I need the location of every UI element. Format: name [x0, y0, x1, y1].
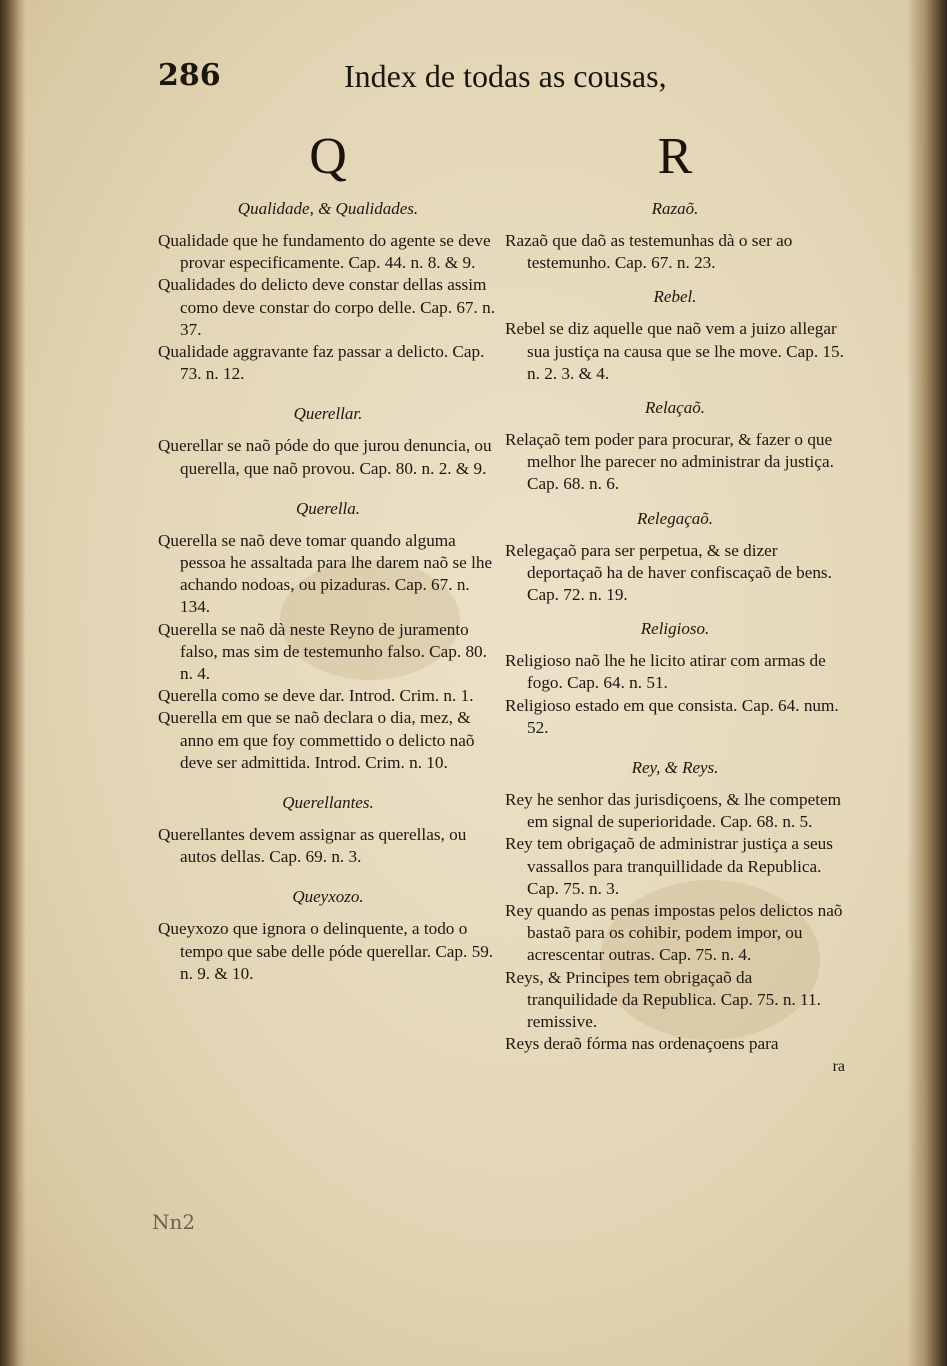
index-entry: Querella em que se naõ declara o dia, mez, & anno em que foy commettido o delicto naõ deve ser admittida. Introd. Crim. n. 10.: [158, 708, 475, 772]
index-entry: Rey tem obrigaçaõ de administrar justiça a seus vassallos para tranquillidade da Republica. Cap. 75. n. 3.: [505, 834, 833, 898]
entry-heading: Relaçaõ.: [645, 398, 705, 418]
index-entry: Querella se naõ deve tomar quando alguma pessoa he assaltada para lhe darem naõ se lhe achando nodoas, ou pizaduras. Cap. 67. n. 134.: [158, 530, 493, 617]
index-entry: Rey he senhor das jurisdiçoens, & lhe competem em signal de superioridade. Cap. 68. n. 5.: [505, 790, 842, 832]
entry-heading: Querellar.: [293, 404, 363, 424]
index-entry: Queyxozo que ignora o delinquente, a todo o tempo que sabe delle póde querellar. Cap. 59. n. 9. & 10.: [158, 919, 494, 983]
entry-heading: Rebel.: [653, 287, 697, 307]
entry-heading: Razaõ.: [651, 199, 699, 218]
index-entry: Reys, & Principes tem obrigaçaõ da tranquilidade da Republica. Cap. 75. n. 11. remissive.: [505, 967, 821, 1032]
entry-heading: Queyxozo.: [292, 887, 364, 907]
index-column-q: [158, 120, 498, 985]
index-entry: Querella como se deve dar. Introd. Crim. n. 1.: [158, 686, 474, 706]
index-entry: Reys deraõ fórma nas ordenaçoens para: [505, 1034, 779, 1054]
index-entry: Rey quando as penas impostas pelos delictos naõ bastaõ para os cohibir, podem impor, ou acrescentar outras. Cap. 75. n. 4.: [505, 901, 843, 965]
entry-heading: Relegaçaõ.: [637, 508, 713, 528]
index-entry: Razaõ que daõ as testemunhas dà o ser ao testemunho. Cap. 67. n. 23.: [505, 231, 793, 273]
index-entry: Qualidade que he fundamento do agente se deve provar especificamente. Cap. 44. n. 8. & 9.: [158, 231, 491, 273]
section-letter: Q: [309, 128, 347, 185]
entry-heading: Querella.: [295, 498, 361, 518]
page-header: [158, 58, 848, 104]
entry-heading: Religioso.: [640, 619, 710, 639]
index-entry: Rebel se diz aquelle que naõ vem a juizo allegar sua justiça na causa que se lhe move. Cap. 15. n. 2. 3. & 4.: [505, 319, 844, 383]
index-entry: Qualidade aggravante faz passar a delicto. Cap. 73. n. 12.: [158, 342, 485, 384]
running-title: Index de todas as cousas,: [344, 58, 667, 94]
entry-heading: Querellantes.: [282, 793, 374, 813]
page-binding-edge: [0, 0, 26, 1366]
index-entry: Querella se naõ dà neste Reyno de juramento falso, mas sim de testemunho falso. Cap. 80. n. 4.: [158, 619, 487, 684]
catchword: ra: [832, 1058, 845, 1076]
index-entry: Querellar se naõ póde do que jurou denuncia, ou querella, que naõ provou. Cap. 80. n. 2. & 9.: [158, 436, 492, 478]
index-entry: Querellantes devem assignar as querellas, ou autos dellas. Cap. 69. n. 3.: [158, 825, 467, 867]
entry-heading: Rey, & Reys.: [631, 758, 719, 778]
page-number: 286: [158, 58, 221, 93]
section-letter: R: [657, 128, 693, 185]
index-entry: Qualidades do delicto deve constar dellas assim como deve constar do corpo delle. Cap. 67. n. 37.: [158, 275, 496, 339]
signature-mark: Nn2: [152, 1210, 196, 1234]
index-entry: Religioso estado em que consista. Cap. 64. num. 52.: [505, 695, 839, 737]
index-entry: Relaçaõ tem poder para procurar, & fazer o que melhor lhe parecer no administrar da justiça. Cap. 68. n. 6.: [505, 430, 834, 494]
page-fore-edge: [907, 0, 947, 1366]
index-column-r: [505, 120, 845, 1077]
entry-heading: Qualidade, & Qualidades.: [237, 199, 419, 218]
index-entry: Religioso naõ lhe he licito atirar com armas de fogo. Cap. 64. n. 51.: [505, 651, 826, 693]
index-entry: Relegaçaõ para ser perpetua, & se dizer deportaçaõ ha de haver confiscaçaõ de bens. Cap. 72. n. 19.: [505, 540, 832, 605]
